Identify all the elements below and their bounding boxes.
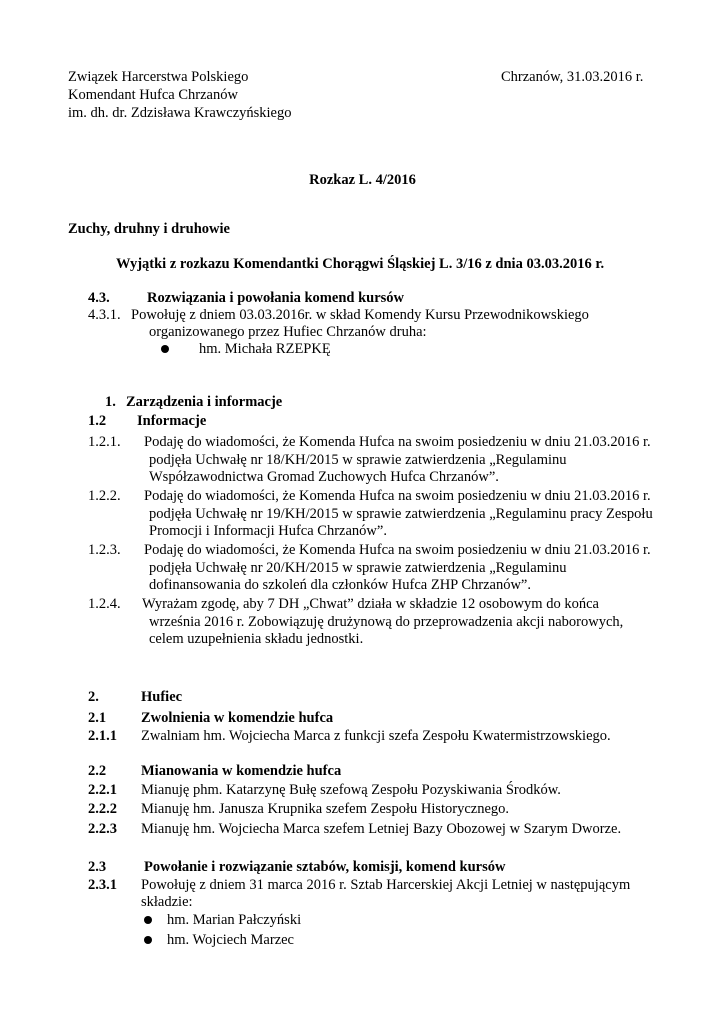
item-number: 1.2.2. — [88, 488, 121, 504]
section-2-2-number: 2.2 — [88, 763, 107, 779]
item-4-3-1-line2: organizowanego przez Hufiec Chrzanów druha: — [149, 324, 427, 340]
place-date: Chrzanów, 31.03.2016 r. — [501, 69, 644, 85]
item-number: 1.2.3. — [88, 542, 121, 558]
section-2-3-title: Powołanie i rozwiązanie sztabów, komisji, komend kursów — [144, 859, 506, 875]
item-number: 1.2.1. — [88, 434, 121, 450]
item-line: podjęła Uchwałę nr 20/KH/2015 w sprawie zatwierdzenia „Regulaminu — [149, 560, 567, 576]
item-line: podjęła Uchwałę nr 19/KH/2015 w sprawie zatwierdzenia „Regulaminu pracy Zespołu — [149, 506, 653, 522]
item-line: podjęła Uchwałę nr 18/KH/2015 w sprawie zatwierdzenia „Regulaminu — [149, 452, 567, 468]
item-line: Wyrażam zgodę, aby 7 DH „Chwat” działa w składzie 12 osobowym do końca — [142, 596, 599, 612]
item-line: Promocji i Informacji Hufca Chrzanów”. — [149, 523, 387, 539]
excerpt-heading: Wyjątki z rozkazu Komendantki Chorągwi Śląskiej L. 3/16 z dnia 03.03.2016 r. — [116, 256, 605, 272]
member-item: hm. Wojciech Marzec — [167, 932, 294, 948]
section-2-1-title: Zwolnienia w komendzie hufca — [141, 710, 334, 726]
item-4-3-1-number: 4.3.1. — [88, 307, 121, 323]
section-1-2-title: Informacje — [137, 413, 207, 429]
item-line: Mianuję phm. Katarzynę Bułę szefową Zespołu Pozyskiwania Środków. — [141, 782, 561, 798]
section-2-title: Hufiec — [141, 689, 183, 705]
section-1-title: Zarządzenia i informacje — [126, 394, 283, 410]
named-after-line: im. dh. dr. Zdzisława Krawczyńskiego — [68, 105, 292, 121]
item-line: celem uzupełnienia składu jednostki. — [149, 631, 364, 647]
item-line: Współzawodnictwa Gromad Zuchowych Hufca Chrzanów”. — [149, 469, 499, 485]
item-number: 2.1.1 — [88, 728, 117, 744]
section-1-2-number: 1.2 — [88, 413, 107, 429]
item-line: Mianuję hm. Wojciecha Marca szefem Letniej Bazy Obozowej w Szarym Dworze. — [141, 821, 622, 837]
item-line: Powołuję z dniem 31 marca 2016 r. Sztab Harcerskiej Akcji Letniej w następującym — [141, 877, 631, 893]
item-line: dofinansowania do szkoleń dla członków Hufca ZHP Chrzanów”. — [149, 577, 531, 593]
item-4-3-1-line1: Powołuję z dniem 03.03.2016r. w skład Komendy Kursu Przewodnikowskiego — [131, 307, 589, 323]
commander-line: Komendant Hufca Chrzanów — [68, 87, 238, 103]
item-number: 2.2.3 — [88, 821, 117, 837]
bullet-icon — [144, 936, 152, 944]
bullet-icon — [161, 345, 169, 353]
item-number: 2.2.1 — [88, 782, 117, 798]
member-item: hm. Marian Pałczyński — [167, 912, 302, 928]
item-line: składzie: — [141, 894, 193, 910]
section-2-2-title: Mianowania w komendzie hufca — [141, 763, 342, 779]
section-1-number: 1. — [105, 394, 116, 410]
item-line: Podaję do wiadomości, że Komenda Hufca na swoim posiedzeniu w dniu 21.03.2016 r. — [144, 434, 651, 450]
bullet-item: hm. Michała RZEPKĘ — [199, 341, 331, 357]
item-line: września 2016 r. Zobowiązuję drużynową do przeprowadzenia akcji naborowych, — [149, 614, 624, 630]
greeting: Zuchy, druhny i druhowie — [68, 221, 230, 237]
item-line: Podaję do wiadomości, że Komenda Hufca na swoim posiedzeniu w dniu 21.03.2016 r. — [144, 542, 651, 558]
section-2-number: 2. — [88, 689, 99, 705]
item-line: Zwalniam hm. Wojciecha Marca z funkcji szefa Zespołu Kwatermistrzowskiego. — [141, 728, 611, 744]
item-number: 1.2.4. — [88, 596, 121, 612]
section-4-3-number: 4.3. — [88, 290, 110, 306]
item-line: Mianuję hm. Janusza Krupnika szefem Zespołu Historycznego. — [141, 801, 510, 817]
item-number: 2.3.1 — [88, 877, 117, 893]
section-2-1-number: 2.1 — [88, 710, 107, 726]
item-number: 2.2.2 — [88, 801, 117, 817]
order-title: Rozkaz L. 4/2016 — [309, 172, 416, 188]
bullet-icon — [144, 916, 152, 924]
section-2-3-number: 2.3 — [88, 859, 107, 875]
item-line: Podaję do wiadomości, że Komenda Hufca na swoim posiedzeniu w dniu 21.03.2016 r. — [144, 488, 651, 504]
section-4-3-title: Rozwiązania i powołania komend kursów — [147, 290, 405, 306]
org-name: Związek Harcerstwa Polskiego — [68, 69, 249, 85]
